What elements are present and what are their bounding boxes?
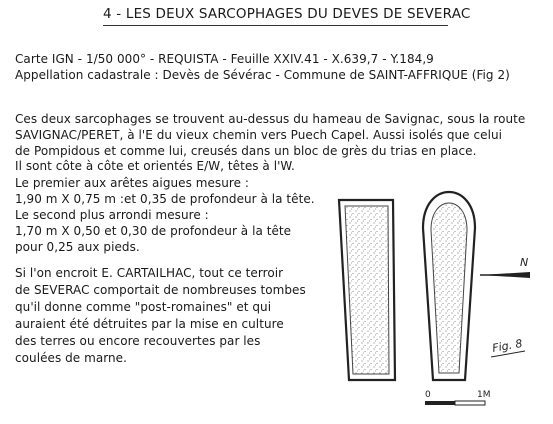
- body-line: Le premier aux arêtes aigues mesure :: [15, 176, 249, 190]
- body-line: de SEVERAC comportait de nombreuses tombes: [15, 283, 306, 297]
- scale-bar: [425, 401, 485, 405]
- north-arrow-icon: [480, 272, 530, 278]
- north-label: N: [520, 256, 529, 269]
- page-title: 4 - LES DEUX SARCOPHAGES DU DEVES DE SEVERAC: [103, 6, 471, 22]
- body-line: 1,90 m X 0,75 m :et 0,35 de profondeur à la tête.: [15, 192, 315, 206]
- body-line: Ces deux sarcophages se trouvent au-dessus du hameau de Savignac, sous la route: [15, 112, 526, 126]
- body-line: coulées de marne.: [15, 351, 127, 365]
- figure-label: Fig. 8: [491, 336, 524, 355]
- map-reference: Carte IGN - 1/50 000° - REQUISTA - Feuille XXIV.41 - X.639,7 - Y.184,9: [15, 52, 434, 66]
- body-line: pour 0,25 aux pieds.: [15, 240, 140, 254]
- first-sarcophagus: [339, 200, 395, 380]
- title-underline: [103, 25, 448, 26]
- scale-start-label: 0: [425, 390, 431, 400]
- body-line: qu'il donne comme "post-romaines" et qui: [15, 300, 272, 314]
- body-line: SAVIGNAC/PERET, à l'E du vieux chemin vers Puech Capel. Aussi isolés que celui: [15, 128, 502, 142]
- body-line: Le second plus arrondi mesure :: [15, 208, 209, 222]
- body-line: Il sont côte à côte et orientés E/W, têtes à l'W.: [15, 159, 295, 173]
- scale-end-label: 1M: [477, 390, 491, 400]
- body-line: Si l'on encroit E. CARTAILHAC, tout ce terroir: [15, 266, 284, 280]
- body-line: de Pompidous et comme lui, creusés dans un bloc de grès du trias en place.: [15, 144, 477, 158]
- body-line: auraient été détruites par la mise en culture: [15, 317, 284, 331]
- body-line: des terres ou encore recouvertes par les: [15, 334, 261, 348]
- second-sarcophagus: [423, 192, 475, 380]
- body-line: 1,70 m X 0,50 et 0,30 de profondeur à la tête: [15, 224, 292, 238]
- cadastral-reference: Appellation cadastrale : Devès de Sévérac - Commune de SAINT-AFFRIQUE (Fig 2): [15, 68, 510, 82]
- sarcophagi-drawing: [325, 180, 545, 420]
- sarcophagi-figure: [325, 180, 545, 420]
